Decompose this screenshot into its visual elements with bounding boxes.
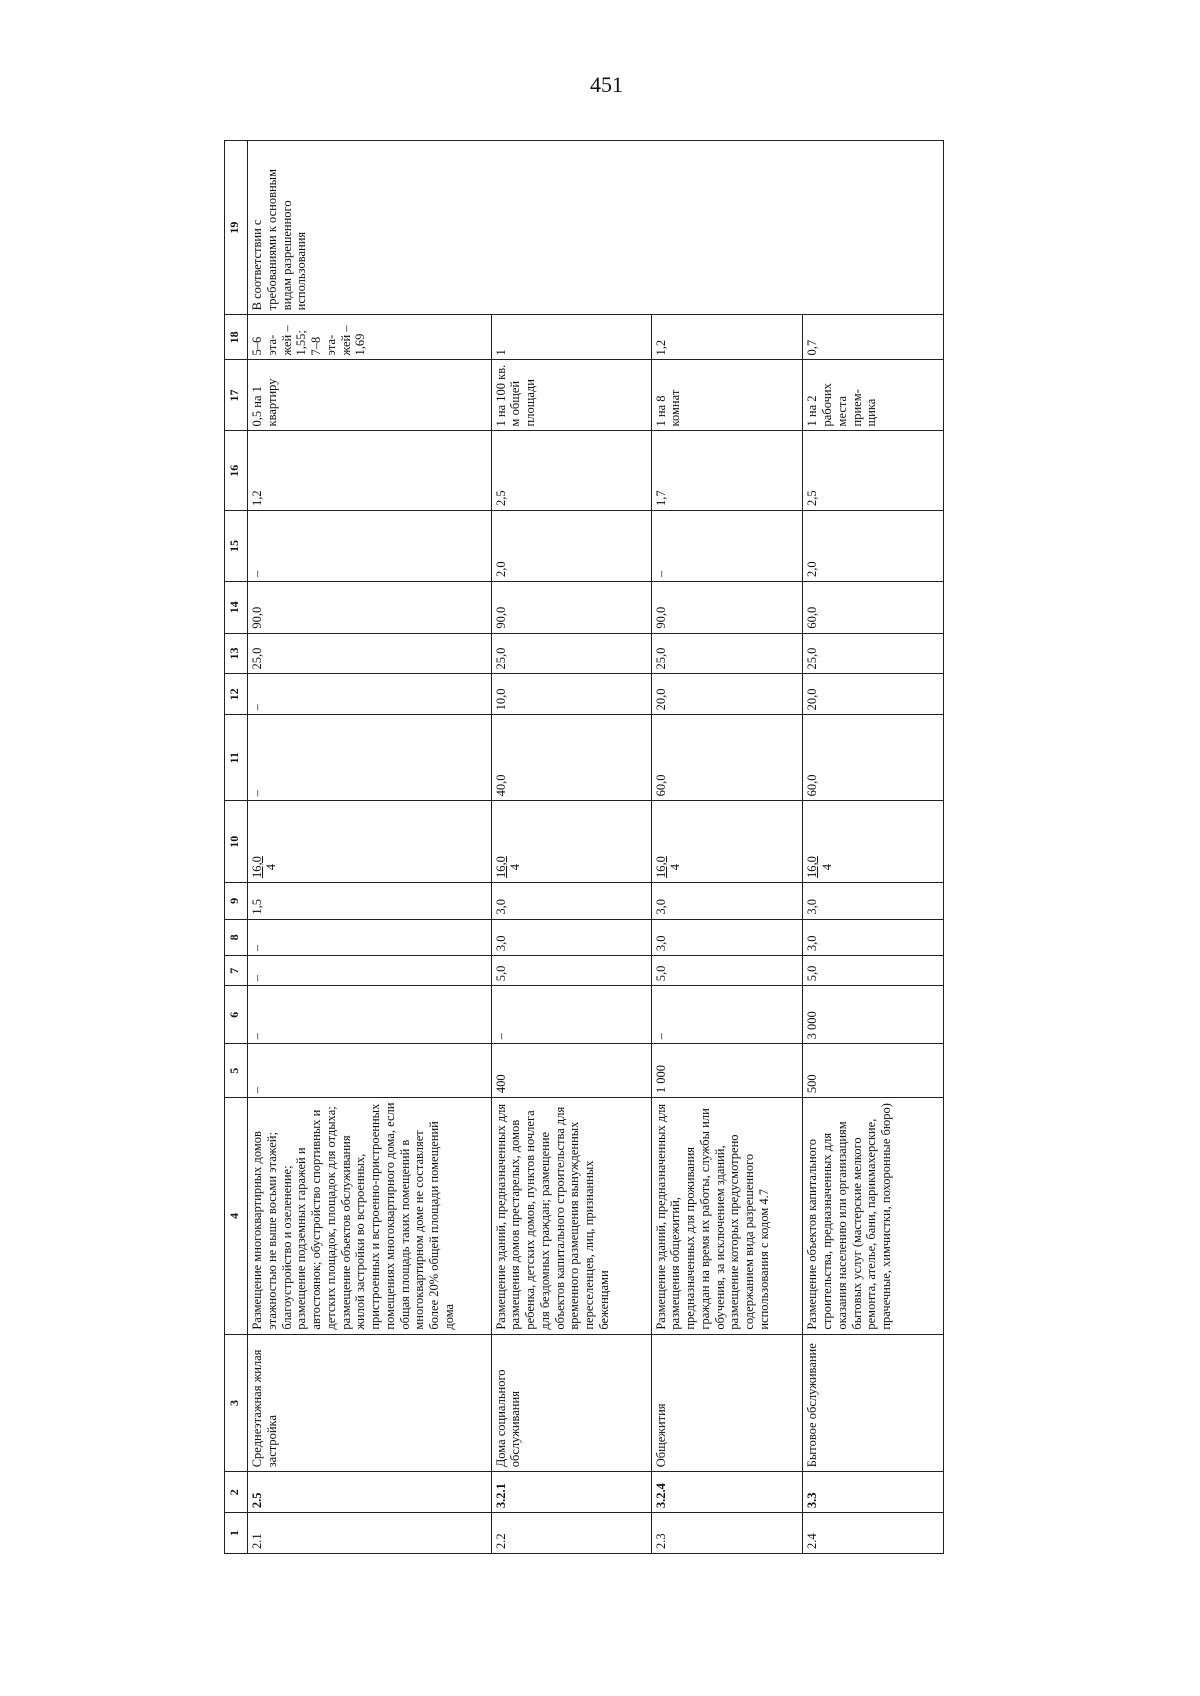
cell-col11: 60,0: [651, 715, 803, 801]
col-header-10: 10: [225, 801, 248, 883]
cell-col8: 3,0: [651, 919, 803, 956]
cell-col16: 2,5: [491, 431, 651, 511]
use-name: Бытовое обслуживание: [803, 1334, 944, 1472]
cell-col5: 400: [491, 1044, 651, 1098]
cell-col9: 3,0: [803, 883, 944, 920]
row-number: 2.1: [248, 1513, 492, 1554]
cell-col7: 5,0: [491, 956, 651, 986]
cell-col19: В соответствии с требованиями к основным видам разрешенного использования: [248, 141, 944, 315]
table-row: [491, 141, 651, 1554]
cell-col9: 3,0: [491, 883, 651, 920]
header-row: [225, 141, 248, 1554]
cell-col18: 1,2: [651, 315, 803, 360]
cell-col6: –: [248, 986, 492, 1044]
fraction-numerator: 16,0: [250, 856, 264, 879]
cell-col14: 90,0: [491, 581, 651, 633]
cell-col17: 1 на 2 рабочих места прием-щика: [803, 360, 944, 431]
cell-col18: 5–6 эта-жей – 1,55; 7–8 эта-жей – 1,69: [248, 315, 492, 360]
cell-col9: 3,0: [651, 883, 803, 920]
fraction-denominator: 4: [668, 863, 683, 871]
page-number: 451: [590, 72, 623, 97]
col-header-6: 6: [225, 986, 248, 1044]
col-header-14: 14: [225, 581, 248, 633]
rotated-table: [224, 140, 944, 1554]
col-header-19: 19: [225, 141, 248, 315]
cell-col13: 25,0: [651, 633, 803, 674]
fraction-value: [805, 856, 834, 878]
col-header-3: 3: [225, 1334, 248, 1472]
col-header-8: 8: [225, 919, 248, 956]
fraction-value: [250, 856, 279, 878]
cell-col5: 1 000: [651, 1044, 803, 1098]
row-number: 2.4: [803, 1513, 944, 1554]
cell-col5: 500: [803, 1044, 944, 1098]
cell-col6: –: [651, 986, 803, 1044]
cell-col15: 2,0: [803, 511, 944, 582]
cell-col14: 90,0: [651, 581, 803, 633]
table-row: [248, 141, 492, 1554]
col-header-2: 2: [225, 1472, 248, 1513]
col-header-15: 15: [225, 511, 248, 582]
cell-col18: 0,7: [803, 315, 944, 360]
col-header-5: 5: [225, 1044, 248, 1098]
col-header-17: 17: [225, 360, 248, 431]
zoning-parameters-table: [224, 140, 944, 1554]
cell-col15: 2,0: [491, 511, 651, 582]
rotated-table-container: [224, 140, 944, 1554]
table-row: [803, 141, 944, 1554]
col-header-13: 13: [225, 633, 248, 674]
cell-col7: 5,0: [651, 956, 803, 986]
fraction-value: [494, 856, 523, 878]
cell-col12: 20,0: [803, 674, 944, 715]
fraction-numerator: 16,0: [805, 856, 820, 879]
cell-col16: 1,2: [248, 431, 492, 511]
cell-col10: [651, 801, 803, 883]
cell-col8: 3,0: [803, 919, 944, 956]
cell-col14: 90,0: [248, 581, 492, 633]
cell-col15: –: [248, 511, 492, 582]
col-header-18: 18: [225, 315, 248, 360]
cell-col17: 1 на 8 комнат: [651, 360, 803, 431]
cell-col14: 60,0: [803, 581, 944, 633]
cell-col10: [248, 801, 492, 883]
fraction-denominator: 4: [819, 863, 834, 871]
use-name: Общежития: [651, 1334, 803, 1472]
cell-col7: –: [248, 956, 492, 986]
fraction-denominator: 4: [507, 863, 522, 871]
col-header-12: 12: [225, 674, 248, 715]
use-code: 3.3: [803, 1472, 944, 1513]
cell-col12: 10,0: [491, 674, 651, 715]
cell-col10: [803, 801, 944, 883]
use-description: Размещение зданий, предназначенных для размещения общежитий, предназначенных для проживания граждан на время их работы, службы или обучения, за исключением зданий, размещение которых предусмотрено содержанием вида разрешенного использования с кодом 4.7: [651, 1098, 803, 1335]
cell-col13: 25,0: [491, 633, 651, 674]
cell-col8: 3,0: [491, 919, 651, 956]
use-name: Дома социального обслуживания: [491, 1334, 651, 1472]
col-header-9: 9: [225, 883, 248, 920]
cell-col17: 0,5 на 1 квартиру: [248, 360, 492, 431]
cell-col15: –: [651, 511, 803, 582]
cell-col5: –: [248, 1044, 492, 1098]
col-header-4: 4: [225, 1098, 248, 1335]
use-code: 2.5: [248, 1472, 492, 1513]
cell-col10: [491, 801, 651, 883]
cell-col11: 60,0: [803, 715, 944, 801]
cell-col9: 1,5: [248, 883, 492, 920]
cell-col13: 25,0: [248, 633, 492, 674]
use-description: Размещение многоквартирных домов этажностью не выше восьми этажей; благоустройство и озеленение; размещение подземных гаражей и автостоянок; обустройство спортивных и детских площадок, площадок для отдыха; размещение объектов обслуживания жилой застройки во встроенных, пристроенных и встроенно-пристроенных помещениях многоквартирного дома, если общая площадь таких помещений в многоквартирном доме не составляет более 20% общей площади помещений дома: [248, 1098, 492, 1335]
cell-col13: 25,0: [803, 633, 944, 674]
col-header-11: 11: [225, 715, 248, 801]
cell-col7: 5,0: [803, 956, 944, 986]
use-name: Среднеэтажная жилая застройка: [248, 1334, 492, 1472]
cell-col6: –: [491, 986, 651, 1044]
cell-col6: 3 000: [803, 986, 944, 1044]
col-header-7: 7: [225, 956, 248, 986]
row-number: 2.2: [491, 1513, 651, 1554]
cell-col16: 2,5: [803, 431, 944, 511]
fraction-value: [654, 856, 683, 878]
fraction-numerator: 16,0: [493, 856, 508, 879]
col-header-16: 16: [225, 431, 248, 511]
use-description: Размещение объектов капитального строительства, предназначенных для оказания населению или организациям бытовых услуг (мастерские мелкого ремонта, ателье, бани, парикмахерские, прачечные, химчистки, похоронные бюро): [803, 1098, 944, 1335]
cell-col17: 1 на 100 кв. м общей площади: [491, 360, 651, 431]
col-header-1: 1: [225, 1513, 248, 1554]
cell-col18: 1: [491, 315, 651, 360]
use-code: 3.2.1: [491, 1472, 651, 1513]
cell-col12: –: [248, 674, 492, 715]
fraction-denominator: 4: [264, 863, 279, 871]
row-number: 2.3: [651, 1513, 803, 1554]
cell-col11: –: [248, 715, 492, 801]
use-code: 3.2.4: [651, 1472, 803, 1513]
use-description: Размещение зданий, предназначенных для размещения домов престарелых, домов ребенка, детских домов, пунктов ночлега для бездомных граждан; размещение объектов капитального строительства для временного размещения вынужденных переселенцев, лиц, признанных беженцами: [491, 1098, 651, 1335]
table-row: [651, 141, 803, 1554]
cell-col12: 20,0: [651, 674, 803, 715]
cell-col8: –: [248, 919, 492, 956]
cell-col16: 1,7: [651, 431, 803, 511]
cell-col11: 40,0: [491, 715, 651, 801]
fraction-numerator: 16,0: [653, 856, 668, 879]
